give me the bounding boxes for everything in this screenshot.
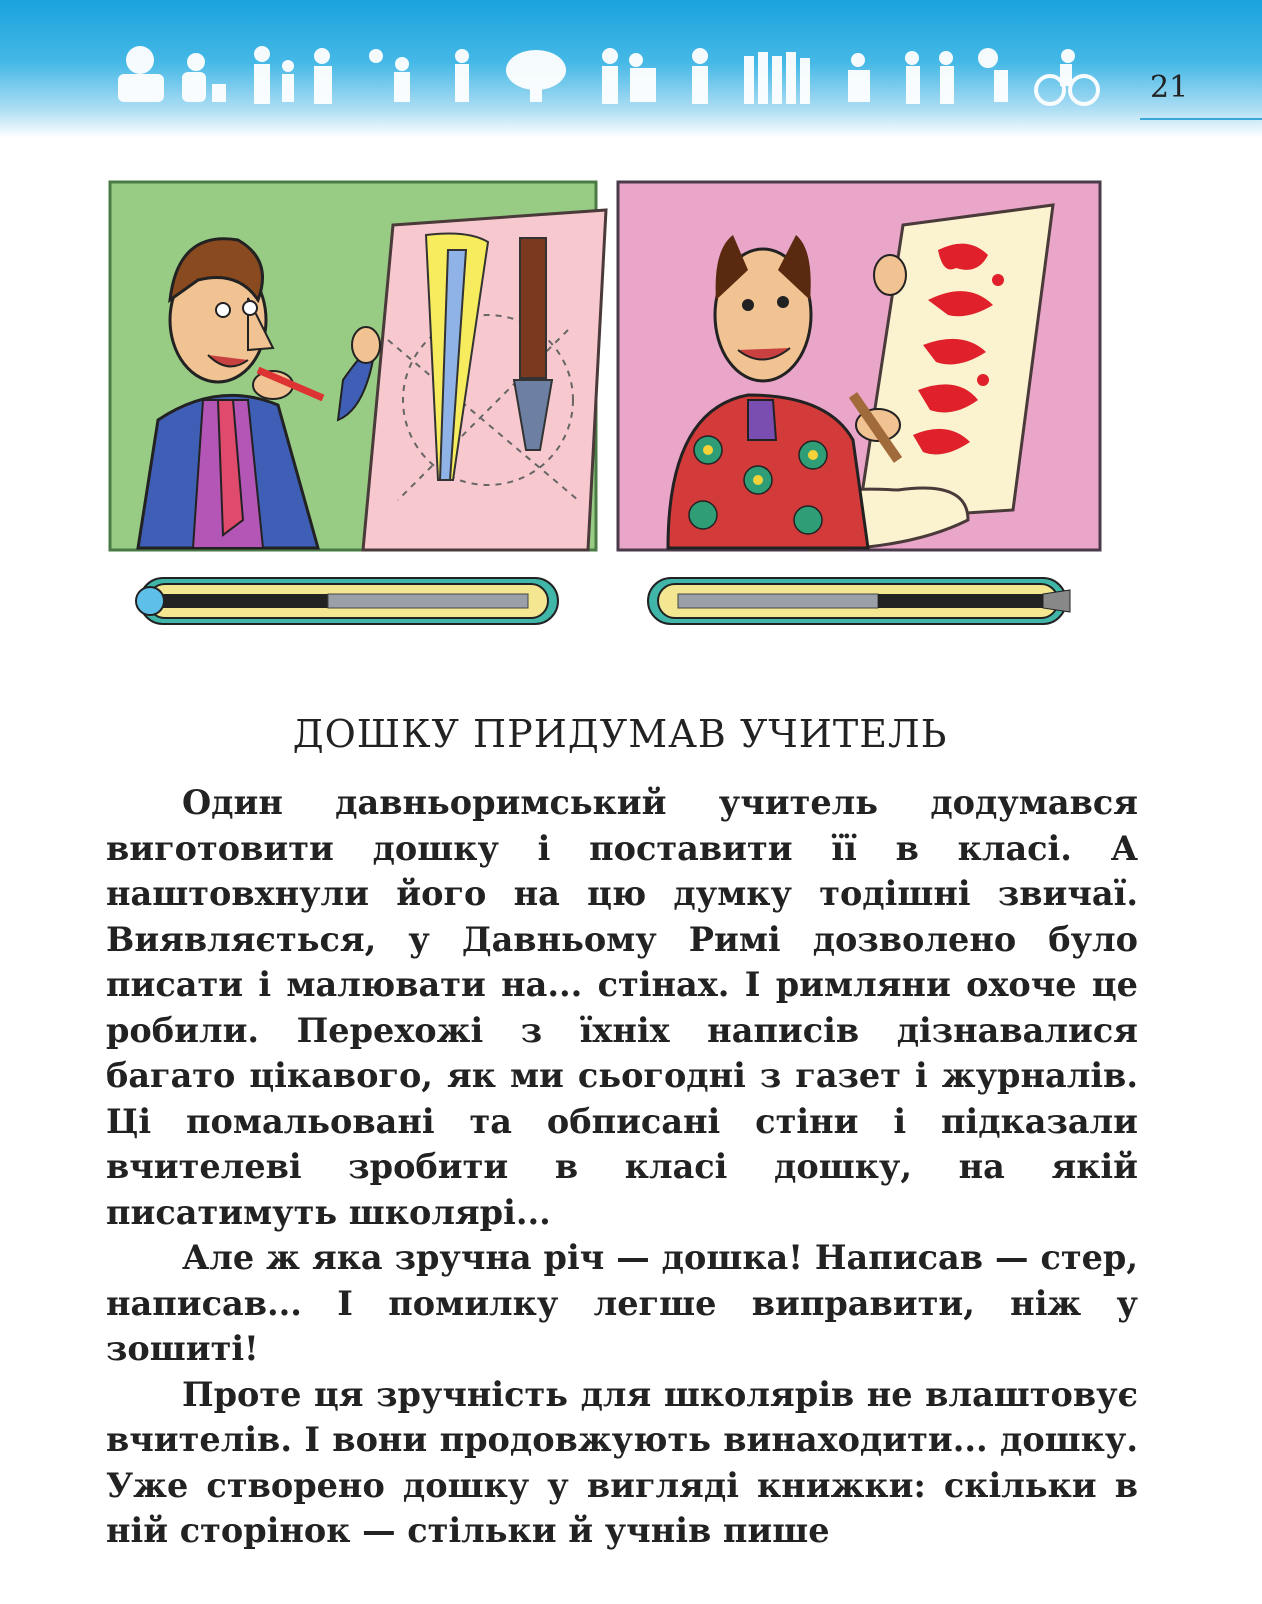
right-pen-decoration — [648, 578, 1070, 624]
page-number-rule — [1140, 118, 1262, 120]
header-band — [0, 0, 1262, 138]
paragraph-2: Але ж яка зручна річ — дошка! Написав — стер, написав... І помилку легше виправити, ніж у зошиті! — [106, 1238, 1138, 1368]
paragraph-1: Один давньоримський учитель додумався виготовити дошку і поставити її в класі. А наштовхнули його на цю думку тодішні звичаї. Виявляється, у Давньому Римі дозволено було писати і малювати на... стінах. І римляни охоче це робили. Перехожі з їхніх написів дізнавалися багато цікавого, як ми сьогодні з газет і журналів. Ці помальовані та обписані стіни і підказали вчителеві зробити в класі дошку, на якій писатимуть школярі... — [106, 783, 1138, 1232]
paragraph-3: Проте ця зручність для школярів не влаштовує вчителів. І вони продовжують винаходити... дошку. Уже створено дошку у вигляді книжки: скільки в ній сторінок — стільки й учнів пише — [106, 1374, 1138, 1550]
left-pen-decoration — [136, 578, 558, 624]
right-panel-calligrapher — [618, 182, 1100, 550]
page-number: 21 — [1150, 70, 1189, 105]
article-body — [106, 780, 1138, 1554]
people-silhouettes-icon — [0, 0, 1262, 138]
article-title: ДОШКУ ПРИДУМАВ УЧИТЕЛЬ — [292, 712, 948, 756]
illustration-two-teachers — [108, 180, 1133, 645]
left-panel-teacher-with-nibs — [110, 182, 606, 550]
